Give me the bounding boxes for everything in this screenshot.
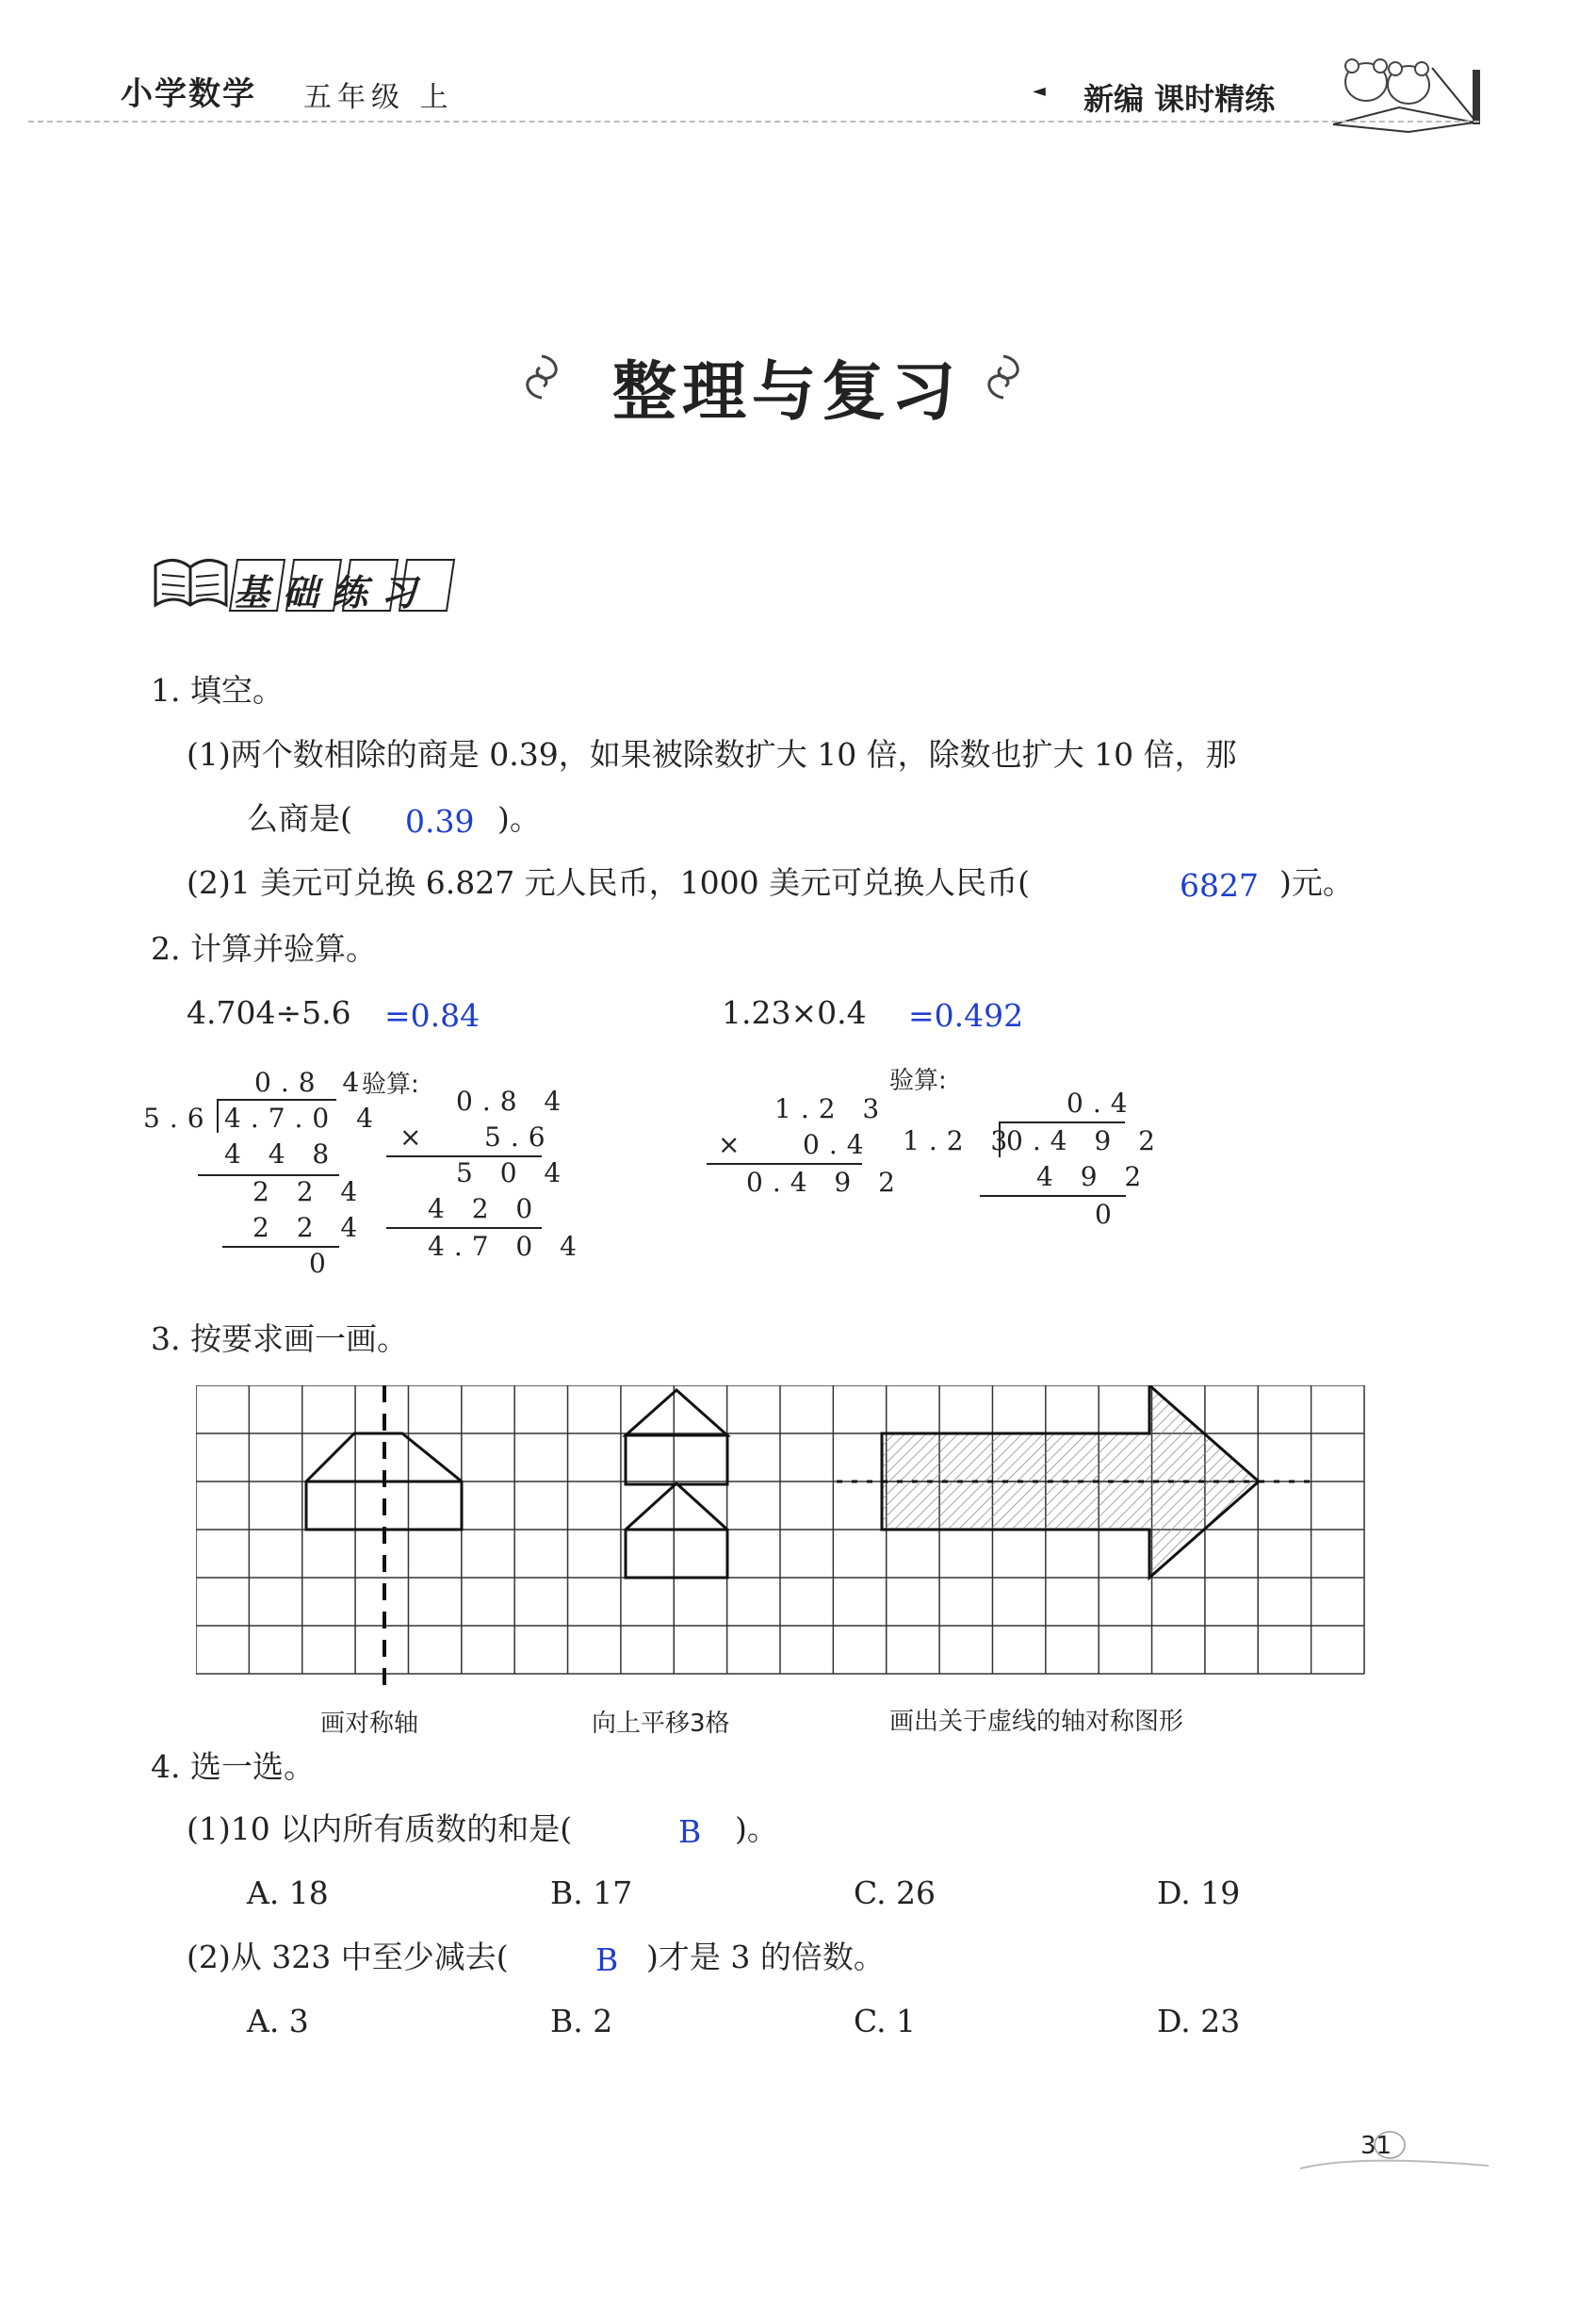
chk1-a: 0.8 4 <box>456 1086 571 1117</box>
q1-part1-cont: 么商是( <box>247 800 352 837</box>
q1-part2-text: (2)1 美元可兑换 6.827 元人民币，1000 美元可兑换人民币( <box>187 864 1031 901</box>
caption-axis: 画对称轴 <box>320 1710 419 1738</box>
chk1-line2 <box>386 1227 542 1229</box>
header-divider <box>28 121 1479 123</box>
q2-ans1: =0.84 <box>384 997 480 1034</box>
q4-part2-answer: B <box>595 1941 619 1978</box>
swirl-right-icon <box>975 349 1032 405</box>
bears-book-icon <box>1324 40 1484 134</box>
div1-row2: 2 2 4 <box>252 1176 367 1207</box>
mul2-res: 0.4 9 2 <box>746 1167 904 1198</box>
series-label: 新编 课时精练 <box>1083 81 1276 117</box>
mul2-a: 1.2 3 <box>774 1093 889 1124</box>
q4-part1-answer: B <box>678 1813 702 1850</box>
q4-p2-option-c: C. 1 <box>854 2003 917 2039</box>
triangle-marker-icon: ◄ <box>1033 81 1046 101</box>
q1-part1-text: (1)两个数相除的商是 0.39，如果被除数扩大 10 倍，除数也扩大 10 倍，那 <box>187 736 1237 773</box>
footer-decoration <box>1300 2126 1489 2183</box>
q2-expr1: 4.704÷5.6 <box>187 994 351 1031</box>
q1-label: 1. 填空。 <box>151 672 284 709</box>
q4-part2-text: (2)从 323 中至少减去( <box>187 1939 509 1975</box>
q4-p1-option-b: B. 17 <box>550 1874 633 1911</box>
div2-dividend: 0.4 9 2 <box>1006 1125 1164 1156</box>
q4-p1-option-d: D. 19 <box>1157 1874 1241 1911</box>
div1-dividend: 4.7.0 4 <box>224 1103 383 1134</box>
div1-bar <box>219 1099 336 1101</box>
div2-divisor: 1.2 3 <box>903 1125 1018 1156</box>
q2-ans2: =0.492 <box>908 997 1024 1034</box>
q4-p2-option-a: A. 3 <box>247 2003 309 2039</box>
div1-divisor: 5.6 <box>143 1103 214 1134</box>
div2-quotient: 0.4 <box>1067 1088 1137 1119</box>
mul2-line <box>707 1163 862 1165</box>
q4-p1-option-a: A. 18 <box>247 1874 329 1911</box>
div2-bar <box>1001 1121 1125 1123</box>
q3-label: 3. 按要求画一画。 <box>151 1320 408 1357</box>
q1-part2-close: )元。 <box>1279 864 1354 901</box>
div2-row1: 4 9 2 <box>1036 1161 1151 1192</box>
mul2-b: 0.4 <box>803 1129 873 1160</box>
q4-part1-text: (1)10 以内所有质数的和是( <box>187 1810 573 1847</box>
div2-line <box>980 1195 1126 1197</box>
check2-label: 验算: <box>889 1067 947 1095</box>
house-original <box>626 1483 727 1578</box>
chk1-p2: 4 2 0 <box>428 1193 543 1224</box>
section-heading: 基础练习 <box>234 571 431 614</box>
q2-label: 2. 计算并验算。 <box>151 930 377 967</box>
div1-row1: 4 4 8 <box>224 1138 339 1170</box>
caption-reflect: 画出关于虚线的轴对称图形 <box>889 1708 1184 1736</box>
grade-label: 五年级 上 <box>303 81 454 114</box>
subject-label: 小学数学 <box>121 75 256 113</box>
mul2-op: × <box>718 1129 750 1160</box>
q1-part1-close: )。 <box>497 800 541 837</box>
chk1-res: 4.7 0 4 <box>428 1231 586 1262</box>
chk1-b: 5.6 <box>484 1121 555 1153</box>
div2-row2: 0 <box>1095 1199 1121 1230</box>
q4-part1-close: )。 <box>735 1810 778 1847</box>
q4-p1-option-c: C. 26 <box>854 1874 936 1911</box>
q1-part1-answer: 0.39 <box>405 803 475 840</box>
page-number: 31 <box>1360 2132 1392 2160</box>
swirl-left-icon <box>513 349 570 405</box>
drawing-grid <box>196 1385 1374 1696</box>
div1-row3: 2 2 4 <box>252 1212 367 1243</box>
q4-p2-option-d: D. 23 <box>1157 2003 1241 2039</box>
house-translated <box>626 1390 727 1484</box>
q4-label: 4. 选一选。 <box>151 1748 315 1785</box>
div1-row4: 0 <box>309 1248 335 1279</box>
div1-bracket <box>217 1099 219 1133</box>
q1-part2-answer: 6827 <box>1180 867 1259 904</box>
caption-translate: 向上平移3格 <box>592 1710 730 1738</box>
q2-expr2: 1.23×0.4 <box>722 994 867 1031</box>
div1-quotient: 0.8 4 <box>254 1067 369 1098</box>
div2-bracket <box>999 1121 1001 1157</box>
check1-label: 验算: <box>362 1071 419 1099</box>
chk1-p1: 5 0 4 <box>456 1157 571 1188</box>
chk1-op: × <box>399 1121 432 1153</box>
q4-p2-option-b: B. 2 <box>550 2003 613 2039</box>
open-book-icon <box>151 547 231 613</box>
q4-part2-close: )才是 3 的倍数。 <box>646 1939 885 1975</box>
page-title: 整理与复习 <box>612 354 962 430</box>
